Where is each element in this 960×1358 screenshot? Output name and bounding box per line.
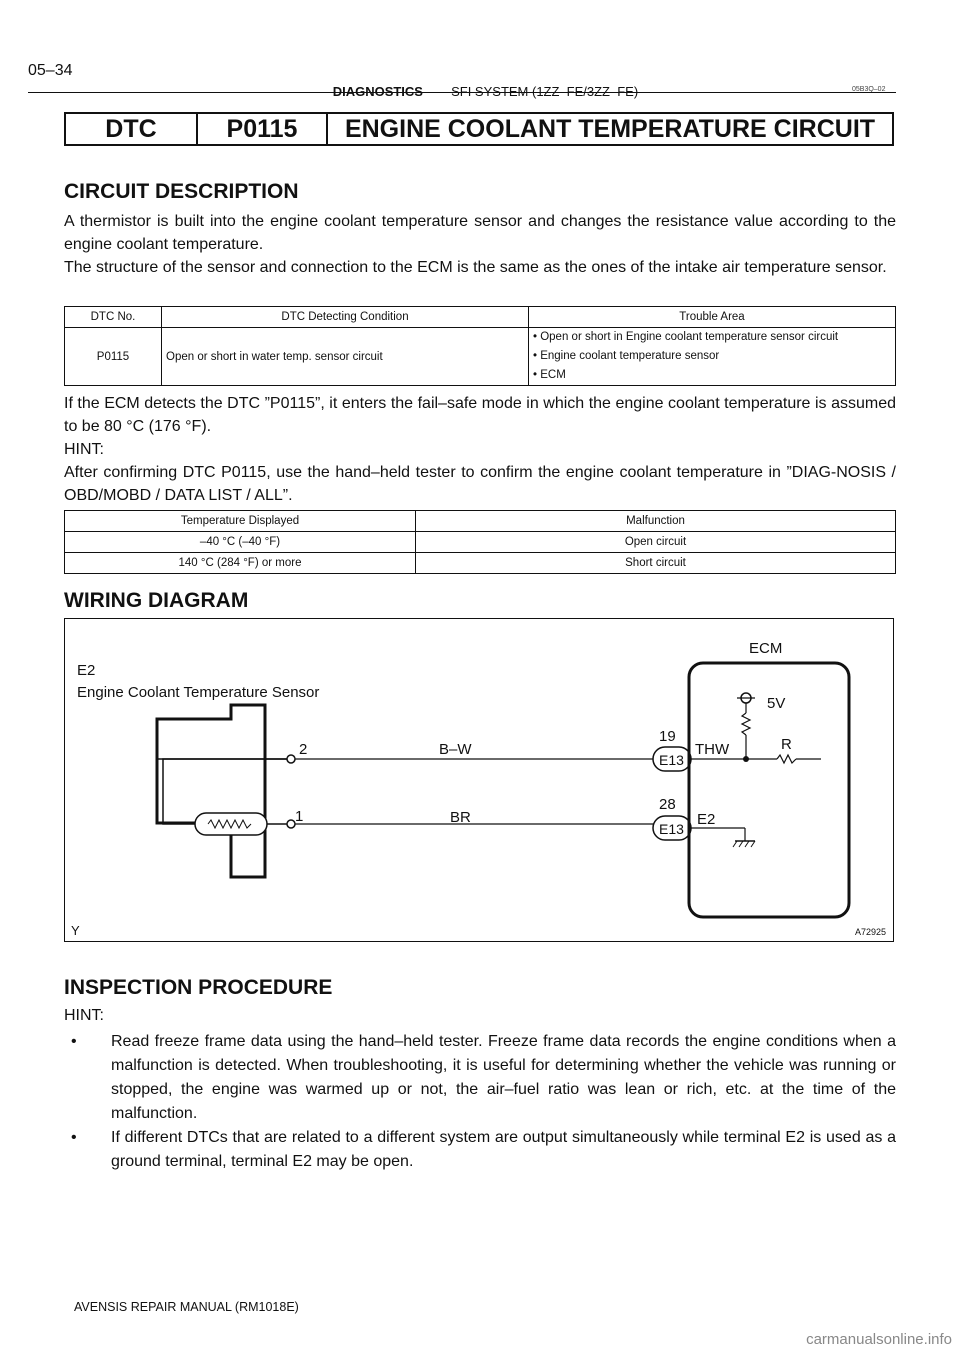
- circuit-description-heading: CIRCUIT DESCRIPTION: [64, 180, 299, 203]
- pullup-resistor-icon: [742, 713, 750, 735]
- watermark: carmanualsonline.info: [806, 1331, 952, 1348]
- inspection-procedure-heading: INSPECTION PROCEDURE: [64, 976, 333, 999]
- title-dtc-code: P0115: [198, 114, 328, 144]
- ecm-pin-bottom: 28: [659, 796, 676, 813]
- inspection-hint-list: [64, 1030, 896, 1174]
- dtc-table-header-row: [65, 307, 896, 328]
- ecm-label: ECM: [749, 640, 783, 657]
- failsafe-hint-text: After confirming DTC P0115, use the hand–held tester to confirm the engine coolant temperature in ”DIAG-NOSIS / OBD/MOBD / DATA LIST / ALL”.: [64, 464, 896, 504]
- dtc-table-cell-condition: Open or short in water temp. sensor circuit: [162, 328, 529, 386]
- wire-bw-label: B–W: [439, 741, 472, 758]
- manual-footer: AVENSIS REPAIR MANUAL (RM1018E): [74, 1300, 299, 1314]
- circuit-description-body: [64, 210, 896, 279]
- wiring-diagram-svg: [65, 619, 892, 940]
- temperature-table-header-row: [65, 511, 896, 532]
- title-circuit-name: ENGINE COOLANT TEMPERATURE CIRCUIT: [344, 114, 876, 143]
- trouble-area-item: • Engine coolant temperature sensor: [533, 350, 720, 362]
- connector-top-label: E13: [659, 752, 684, 768]
- hint-item-text: Read freeze frame data using the hand–held tester. Freeze frame data records the engine conditions when a malfunction is detected. When troubleshooting, it is useful for determining whether the vehicle was running or stopped, the engine was warmed up or not, the air–fuel ratio was lean or rich, etc. at the time of the malfunction.: [111, 1033, 896, 1122]
- temperature-cell: –40 °C (–40 °F): [65, 532, 416, 553]
- trouble-area-item: • ECM: [533, 369, 566, 381]
- resistor-r-icon: [777, 755, 796, 763]
- bullet-icon: •: [71, 1129, 77, 1146]
- temperature-table-header: Malfunction: [416, 511, 896, 532]
- inspection-hint-label: HINT:: [64, 1007, 104, 1024]
- dtc-title-box: [64, 112, 894, 146]
- malfunction-cell: Open circuit: [416, 532, 896, 553]
- header-dash: –: [440, 84, 448, 99]
- resistor-label: R: [781, 736, 792, 753]
- malfunction-cell: Short circuit: [416, 553, 896, 574]
- circuit-description-para2: The structure of the sensor and connection to the ECM is the same as the ones of the intake air temperature sensor.: [64, 259, 887, 276]
- ecm-pin-top: 19: [659, 728, 676, 745]
- failsafe-paragraph: If the ECM detects the DTC ”P0115”, it enters the fail–safe mode in which the engine coolant temperature is assumed to be 80 °C (176 °F).: [64, 395, 896, 435]
- dtc-table: [64, 306, 896, 386]
- hint-item-text: If different DTCs that are related to a different system are output simultaneously while terminal E2 is used as a ground terminal, terminal E2 may be open.: [111, 1129, 896, 1170]
- thw-label: THW: [695, 741, 730, 758]
- circuit-description-para1: A thermistor is built into the engine coolant temperature sensor and changes the resistance value according to the engine coolant temperature.: [64, 213, 896, 253]
- sensor-pin-top: 2: [299, 741, 308, 758]
- sensor-terminal-1: [287, 820, 295, 828]
- failsafe-section: [64, 392, 896, 507]
- sensor-name-label: Engine Coolant Temperature Sensor: [77, 684, 320, 701]
- dtc-table-cell-areas: [529, 328, 896, 386]
- dtc-table-header: DTC No.: [65, 307, 162, 328]
- temperature-table-row: [65, 553, 896, 574]
- dtc-table-header: DTC Detecting Condition: [162, 307, 529, 328]
- wiring-diagram: [64, 618, 894, 942]
- e2-label: E2: [697, 811, 716, 828]
- sensor-housing: [157, 705, 265, 877]
- dtc-table-cell-code: P0115: [65, 328, 162, 386]
- connector-bottom-label: E13: [659, 821, 684, 837]
- list-item: [64, 1126, 896, 1174]
- wiring-diagram-heading: WIRING DIAGRAM: [64, 589, 249, 612]
- sensor-terminal-2: [287, 755, 295, 763]
- temperature-table-row: [65, 532, 896, 553]
- sensor-pin-bottom: 1: [295, 808, 304, 825]
- header-rule: [28, 92, 896, 93]
- wire-br-label: BR: [450, 809, 471, 826]
- dtc-table-header: Trouble Area: [529, 307, 896, 328]
- header-section: DIAGNOSTICS: [332, 84, 423, 99]
- voltage-label: 5V: [767, 695, 786, 712]
- list-item: [64, 1030, 896, 1126]
- dtc-table-row: [65, 328, 896, 386]
- failsafe-hint-label: HINT:: [64, 441, 104, 458]
- thermistor-icon: [195, 813, 267, 835]
- title-dtc-label: DTC: [66, 114, 198, 144]
- header-dash: –: [321, 84, 330, 99]
- temperature-cell: 140 °C (284 °F) or more: [65, 553, 416, 574]
- trouble-area-item: • Open or short in Engine coolant temperature sensor circuit: [533, 331, 839, 343]
- header-subsection: SFI SYSTEM (1ZZ–FE/3ZZ–FE): [451, 84, 639, 99]
- page-number: 05–34: [28, 62, 73, 79]
- temperature-table: [64, 510, 896, 574]
- temperature-table-header: Temperature Displayed: [65, 511, 416, 532]
- sensor-id-label: E2: [77, 662, 96, 679]
- document-code: 05B3Q–02: [852, 86, 886, 93]
- bullet-icon: •: [71, 1033, 77, 1050]
- diagram-corner-mark: Y: [71, 923, 80, 938]
- figure-id: A72925: [855, 927, 887, 937]
